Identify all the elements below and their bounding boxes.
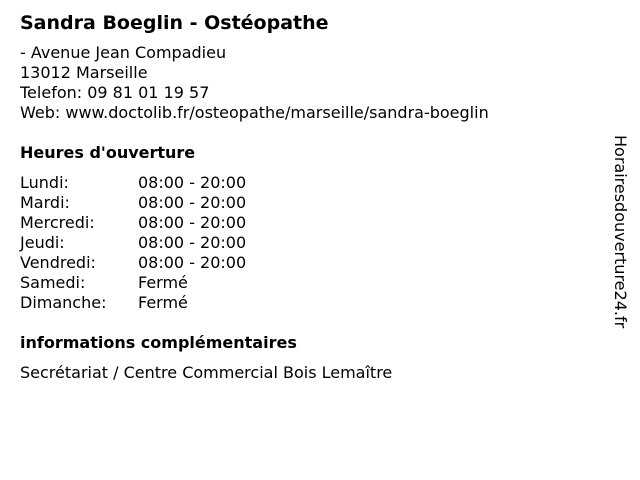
hours-value: Fermé <box>138 273 188 292</box>
hours-value: Fermé <box>138 293 188 312</box>
phone-number: Telefon: 09 81 01 19 57 <box>20 83 210 102</box>
hours-row <box>20 173 600 193</box>
hours-row <box>20 233 600 253</box>
opening-hours-heading: Heures d'ouverture <box>20 143 196 162</box>
hours-row <box>20 273 600 293</box>
contact-block <box>20 43 600 123</box>
address-street: - Avenue Jean Compadieu <box>20 43 227 62</box>
hours-row <box>20 193 600 213</box>
website-link[interactable]: Web: www.doctolib.fr/osteopathe/marseille/sandra-boeglin <box>20 103 489 122</box>
hours-value: 08:00 - 20:00 <box>138 253 247 272</box>
additional-info-text: Secrétariat / Centre Commercial Bois Lemaître <box>20 363 393 382</box>
hours-row <box>20 213 600 233</box>
hours-value: 08:00 - 20:00 <box>138 173 247 192</box>
day-label: Vendredi: <box>20 253 96 272</box>
day-label: Mardi: <box>20 193 70 212</box>
day-label: Mercredi: <box>20 213 95 232</box>
day-label: Jeudi: <box>20 233 65 252</box>
business-card <box>20 10 600 383</box>
day-label: Lundi: <box>20 173 69 192</box>
address-city: 13012 Marseille <box>20 63 148 82</box>
additional-info-heading: informations complémentaires <box>20 333 297 352</box>
day-label: Samedi: <box>20 273 86 292</box>
hours-value: 08:00 - 20:00 <box>138 233 247 252</box>
day-label: Dimanche: <box>20 293 107 312</box>
opening-hours-table <box>20 173 600 313</box>
site-watermark: Horairesdouverture24.fr <box>611 135 630 329</box>
hours-row <box>20 293 600 313</box>
hours-value: 08:00 - 20:00 <box>138 193 247 212</box>
hours-row <box>20 253 600 273</box>
business-title: Sandra Boeglin - Ostéopathe <box>20 12 329 34</box>
hours-value: 08:00 - 20:00 <box>138 213 247 232</box>
